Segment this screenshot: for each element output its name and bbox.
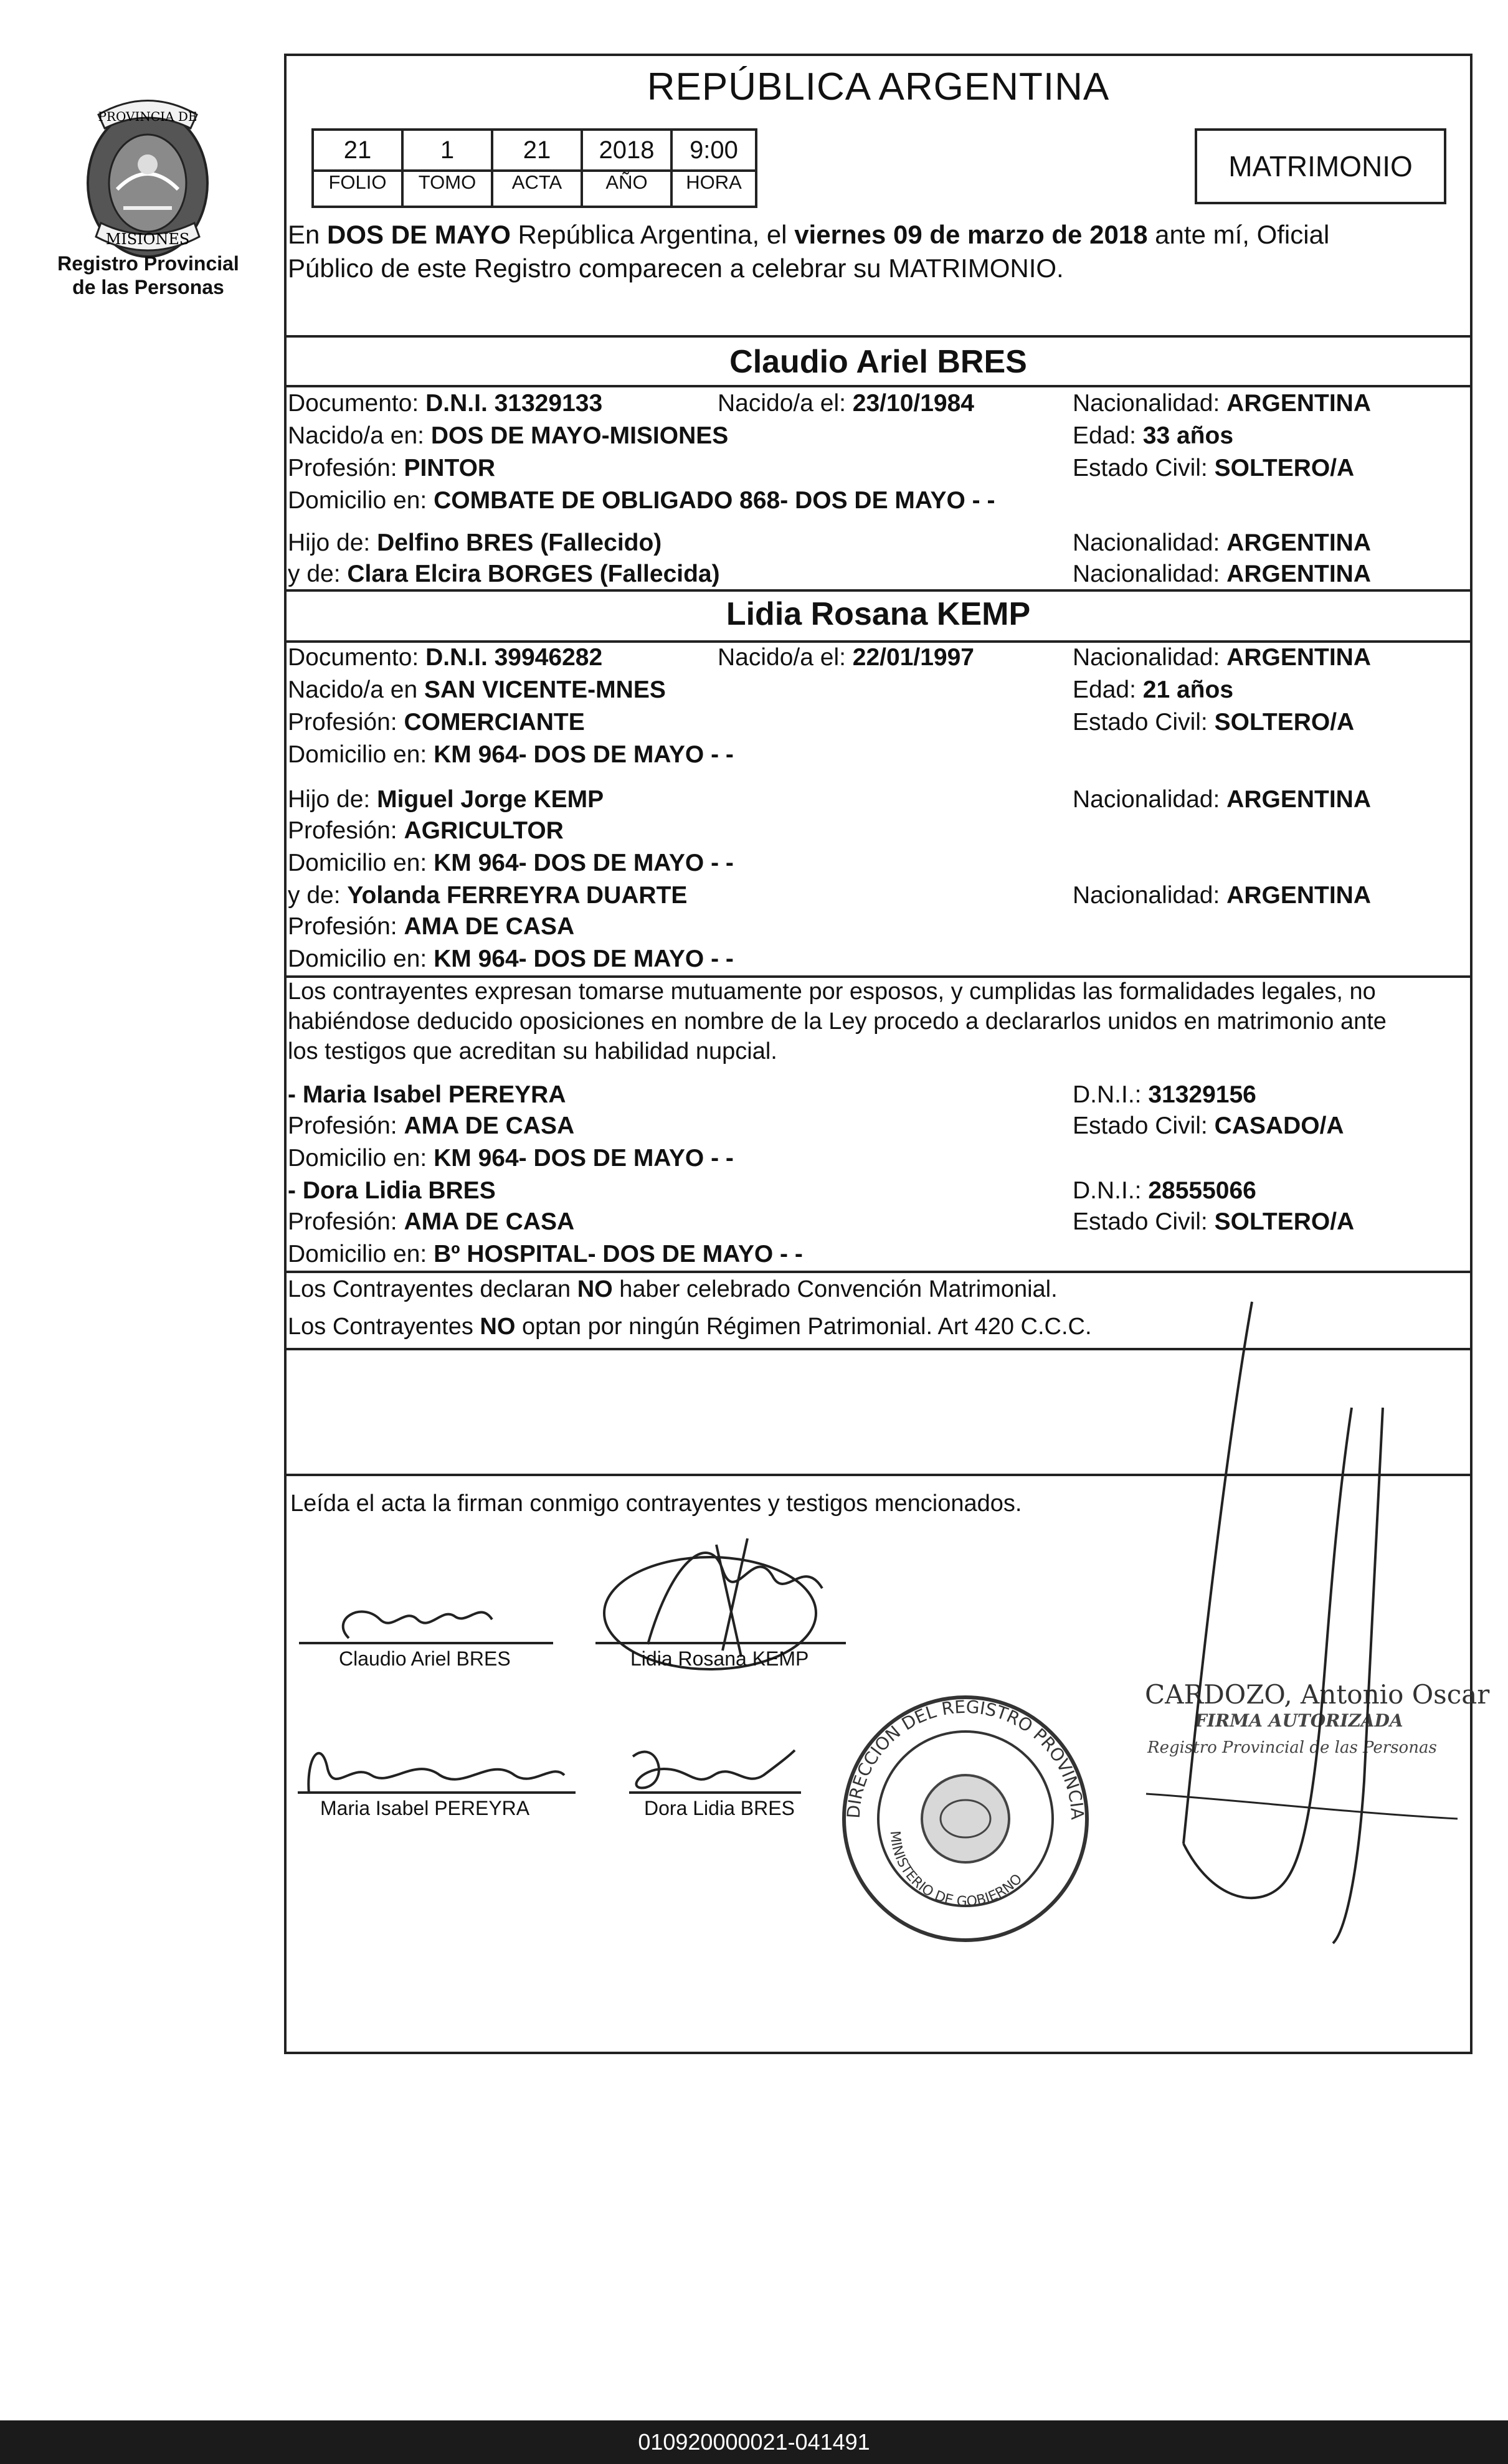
groom-name: Claudio Ariel BRES bbox=[729, 344, 1027, 380]
bride-documento-label: Documento: bbox=[288, 644, 426, 671]
bride-nacionalidad-value: ARGENTINA bbox=[1226, 644, 1372, 671]
declaration-line3: los testigos que acreditan su habilidad nupcial. bbox=[288, 1038, 777, 1064]
witness1-dni-label: D.N.I.: bbox=[1073, 1081, 1149, 1108]
bride-nacionalidad bbox=[1073, 643, 1371, 673]
witness2-profesion bbox=[288, 1207, 574, 1237]
groom-padre-nac-value: ARGENTINA bbox=[1226, 529, 1372, 556]
registry-name-line2: de las Personas bbox=[72, 276, 224, 298]
witness2-estado-label: Estado Civil: bbox=[1073, 1208, 1215, 1235]
bride-madre-value: Yolanda FERREYRA DUARTE bbox=[347, 882, 688, 909]
logo-top-text: PROVINCIA DE bbox=[98, 109, 197, 124]
seal-inner-text: MINISTERIO DE GOBIERNO bbox=[886, 1830, 1026, 1910]
groom-nacido-el-label: Nacido/a el: bbox=[718, 390, 853, 417]
witness1-estado bbox=[1073, 1111, 1344, 1141]
ref-acta bbox=[491, 128, 583, 208]
groom-estado-value: SOLTERO/A bbox=[1214, 455, 1355, 481]
intro-place: DOS DE MAYO bbox=[327, 220, 511, 249]
groom-padre bbox=[288, 528, 662, 558]
witness2-domicilio-value: Bº HOSPITAL- DOS DE MAYO - - bbox=[434, 1241, 803, 1268]
signature-name-dora: Dora Lidia BRES bbox=[644, 1797, 795, 1819]
convention-line2 bbox=[288, 1312, 1092, 1342]
groom-estado-label: Estado Civil: bbox=[1073, 455, 1215, 481]
groom-nacionalidad bbox=[1073, 389, 1371, 419]
bride-madre-nac-label: Nacionalidad: bbox=[1073, 882, 1227, 909]
bride-padre-profesion bbox=[288, 816, 564, 846]
groom-padre-value: Delfino BRES (Fallecido) bbox=[377, 529, 662, 556]
signature-maria bbox=[303, 1732, 571, 1800]
bride-nacido-en-value: SAN VICENTE-MNES bbox=[424, 676, 666, 703]
official-name: CARDOZO, Antonio Oscar bbox=[1145, 1679, 1490, 1710]
intro-p1: En bbox=[288, 220, 328, 249]
convention-l1b: NO bbox=[577, 1276, 613, 1302]
witness2-profesion-value: AMA DE CASA bbox=[404, 1208, 575, 1235]
bride-madre-profesion bbox=[288, 912, 574, 942]
official-title: FIRMA AUTORIZADA bbox=[1195, 1710, 1403, 1731]
groom-domicilio-label: Domicilio en: bbox=[288, 487, 434, 514]
bride-nacido-el-label: Nacido/a el: bbox=[718, 644, 853, 671]
bride-padre bbox=[288, 785, 604, 815]
witness1-estado-value: CASADO/A bbox=[1214, 1112, 1344, 1139]
bride-estado-label: Estado Civil: bbox=[1073, 709, 1215, 736]
groom-madre-value: Clara Elcira BORGES (Fallecida) bbox=[347, 561, 720, 587]
groom-padre-label: Hijo de: bbox=[288, 529, 377, 556]
witness2-dni-label: D.N.I.: bbox=[1073, 1177, 1149, 1204]
bride-nacido-el bbox=[718, 643, 974, 673]
country-title: REPÚBLICA ARGENTINA bbox=[647, 65, 1110, 108]
groom-madre-label: y de: bbox=[288, 561, 348, 587]
witness1-estado-label: Estado Civil: bbox=[1073, 1112, 1215, 1139]
bride-domicilio-value: KM 964- DOS DE MAYO - - bbox=[434, 741, 734, 768]
logo-bottom-text: MISIONES bbox=[105, 230, 190, 248]
bride-edad bbox=[1073, 675, 1233, 705]
document-code-bar: 010920000021-041491 bbox=[0, 2420, 1508, 2464]
groom-nacionalidad-value: ARGENTINA bbox=[1226, 390, 1372, 417]
official-seal bbox=[827, 1666, 1096, 1956]
bride-estado-value: SOLTERO/A bbox=[1214, 709, 1355, 736]
groom-domicilio-value: COMBATE DE OBLIGADO 868- DOS DE MAYO - - bbox=[434, 487, 995, 514]
bride-documento-value: D.N.I. 39946282 bbox=[425, 644, 603, 671]
intro-line2: Público de este Registro comparecen a celebrar su MATRIMONIO. bbox=[288, 254, 1064, 283]
witness2-profesion-label: Profesión: bbox=[288, 1208, 404, 1235]
ref-folio bbox=[311, 128, 404, 208]
convention-l2b: NO bbox=[480, 1314, 516, 1340]
witness1-profesion-value: AMA DE CASA bbox=[404, 1112, 575, 1139]
ref-hora bbox=[670, 128, 757, 208]
groom-madre-nac-label: Nacionalidad: bbox=[1073, 561, 1227, 587]
bride-nacido-el-value: 22/01/1997 bbox=[852, 644, 974, 671]
witness1-dni-value: 31329156 bbox=[1148, 1081, 1256, 1108]
ref-hora-label: HORA bbox=[673, 169, 755, 193]
bride-padre-label: Hijo de: bbox=[288, 786, 377, 813]
witness1-domicilio bbox=[288, 1144, 734, 1173]
bride-edad-value: 21 años bbox=[1142, 676, 1234, 703]
bride-nacido-en-label: Nacido/a en bbox=[288, 676, 424, 703]
bride-madre-prof-label: Profesión: bbox=[288, 913, 404, 940]
intro-date: viernes 09 de marzo de 2018 bbox=[794, 220, 1148, 249]
ref-anio-value: 2018 bbox=[599, 136, 655, 164]
official-signature bbox=[1084, 1283, 1433, 1956]
convention-l2a: Los Contrayentes bbox=[288, 1314, 480, 1340]
bride-domicilio-label: Domicilio en: bbox=[288, 741, 434, 768]
bride-estado bbox=[1073, 708, 1354, 737]
groom-profesion bbox=[288, 453, 495, 483]
ref-folio-label: FOLIO bbox=[314, 169, 401, 193]
ref-acta-value: 21 bbox=[523, 136, 551, 164]
groom-nacido-en bbox=[288, 421, 728, 451]
ref-anio-label: AÑO bbox=[583, 169, 670, 193]
bride-domicilio bbox=[288, 740, 734, 770]
bride-padre-prof-label: Profesión: bbox=[288, 817, 404, 844]
bride-madre-prof-value: AMA DE CASA bbox=[404, 913, 575, 940]
intro-p2: República Argentina, el bbox=[510, 220, 795, 249]
bride-madre-label: y de: bbox=[288, 882, 348, 909]
act-type-box: MATRIMONIO bbox=[1195, 128, 1446, 204]
witness2-name: - Dora Lidia BRES bbox=[288, 1177, 496, 1204]
bride-madre-dom-value: KM 964- DOS DE MAYO - - bbox=[434, 945, 734, 972]
witness1-name: - Maria Isabel PEREYRA bbox=[288, 1081, 566, 1108]
bride-profesion bbox=[288, 708, 585, 737]
declaration-line1: Los contrayentes expresan tomarse mutuamente por esposos, y cumplidas las formalidades legales, no bbox=[288, 978, 1376, 1005]
signature-name-lidia: Lidia Rosana KEMP bbox=[630, 1647, 809, 1670]
groom-madre-nacionalidad bbox=[1073, 559, 1371, 589]
witness1-domicilio-label: Domicilio en: bbox=[288, 1145, 434, 1172]
witness1-profesion-label: Profesión: bbox=[288, 1112, 404, 1139]
convention-l2c: optan por ningún Régimen Patrimonial. Art 420 C.C.C. bbox=[515, 1314, 1092, 1340]
groom-edad bbox=[1073, 421, 1233, 451]
groom-edad-value: 33 años bbox=[1142, 422, 1234, 449]
registry-name bbox=[37, 252, 259, 299]
groom-domicilio bbox=[288, 486, 995, 516]
signature-claudio bbox=[324, 1582, 511, 1651]
signature-name-claudio: Claudio Ariel BRES bbox=[339, 1647, 511, 1670]
bride-madre-nac-value: ARGENTINA bbox=[1226, 882, 1372, 909]
intro-line1 bbox=[288, 218, 1329, 252]
ref-hora-value: 9:00 bbox=[690, 136, 738, 164]
bride-padre-dom-value: KM 964- DOS DE MAYO - - bbox=[434, 850, 734, 876]
witness1-domicilio-value: KM 964- DOS DE MAYO - - bbox=[434, 1145, 734, 1172]
groom-madre-nac-value: ARGENTINA bbox=[1226, 561, 1372, 587]
bride-padre-nacionalidad bbox=[1073, 785, 1371, 815]
bride-nacido-en bbox=[288, 675, 666, 705]
convention-line1 bbox=[288, 1274, 1058, 1304]
witness1-dni bbox=[1073, 1080, 1256, 1110]
groom-nacido-el-value: 23/10/1984 bbox=[852, 390, 974, 417]
witness2-dni-value: 28555066 bbox=[1148, 1177, 1256, 1204]
intro-p3: ante mí, Oficial bbox=[1147, 220, 1330, 249]
bride-profesion-label: Profesión: bbox=[288, 709, 404, 736]
groom-profesion-value: PINTOR bbox=[404, 455, 496, 481]
groom-nacionalidad-label: Nacionalidad: bbox=[1073, 390, 1227, 417]
witness2-dni bbox=[1073, 1176, 1256, 1206]
groom-padre-nac-label: Nacionalidad: bbox=[1073, 529, 1227, 556]
witness1-profesion bbox=[288, 1111, 574, 1141]
witness2-estado bbox=[1073, 1207, 1354, 1237]
groom-nacido-en-value: DOS DE MAYO-MISIONES bbox=[430, 422, 729, 449]
ref-tomo bbox=[401, 128, 493, 208]
bride-padre-prof-value: AGRICULTOR bbox=[404, 817, 564, 844]
ref-tomo-label: TOMO bbox=[404, 169, 491, 193]
ref-folio-value: 21 bbox=[343, 136, 372, 164]
groom-documento-label: Documento: bbox=[288, 390, 426, 417]
bride-padre-value: Miguel Jorge KEMP bbox=[377, 786, 604, 813]
bride-padre-domicilio bbox=[288, 848, 734, 878]
convention-l1a: Los Contrayentes declaran bbox=[288, 1276, 577, 1302]
bride-documento bbox=[288, 643, 602, 673]
groom-nacido-en-label: Nacido/a en: bbox=[288, 422, 431, 449]
official-org: Registro Provincial de las Personas bbox=[1147, 1738, 1437, 1757]
witness2-domicilio bbox=[288, 1239, 803, 1269]
convention-l1c: haber celebrado Convención Matrimonial. bbox=[612, 1276, 1058, 1302]
bride-edad-label: Edad: bbox=[1073, 676, 1143, 703]
witness2-estado-value: SOLTERO/A bbox=[1214, 1208, 1355, 1235]
ref-acta-label: ACTA bbox=[493, 169, 581, 193]
closing-text: Leída el acta la firman conmigo contrayentes y testigos mencionados. bbox=[290, 1490, 1022, 1517]
bride-madre-nacionalidad bbox=[1073, 881, 1371, 911]
groom-madre bbox=[288, 559, 720, 589]
bride-nacionalidad-label: Nacionalidad: bbox=[1073, 644, 1227, 671]
bride-name: Lidia Rosana KEMP bbox=[726, 596, 1031, 632]
groom-edad-label: Edad: bbox=[1073, 422, 1143, 449]
bride-profesion-value: COMERCIANTE bbox=[404, 709, 585, 736]
groom-estado bbox=[1073, 453, 1354, 483]
witness2-domicilio-label: Domicilio en: bbox=[288, 1241, 434, 1268]
ref-tomo-value: 1 bbox=[440, 136, 455, 164]
declaration-line2: habiéndose deducido oposiciones en nombre de la Ley procedo a declararlos unidos en matrimonio ante bbox=[288, 1008, 1387, 1035]
bride-padre-nac-label: Nacionalidad: bbox=[1073, 786, 1227, 813]
groom-nacido-el bbox=[718, 389, 974, 419]
seal-ring-text: DIRECCIÓN DEL REGISTRO PROVINCIAL DE LAS PERSONAS bbox=[827, 1666, 1088, 1821]
signature-name-maria: Maria Isabel PEREYRA bbox=[320, 1797, 530, 1819]
signature-dora bbox=[620, 1732, 807, 1800]
groom-profesion-label: Profesión: bbox=[288, 455, 404, 481]
bride-madre-domicilio bbox=[288, 944, 734, 974]
bride-padre-dom-label: Domicilio en: bbox=[288, 850, 434, 876]
groom-padre-nacionalidad bbox=[1073, 528, 1371, 558]
bride-padre-nac-value: ARGENTINA bbox=[1226, 786, 1372, 813]
bride-madre bbox=[288, 881, 687, 911]
ref-anio bbox=[581, 128, 673, 208]
groom-documento-value: D.N.I. 31329133 bbox=[425, 390, 603, 417]
registry-name-line1: Registro Provincial bbox=[57, 252, 239, 275]
bride-madre-dom-label: Domicilio en: bbox=[288, 945, 434, 972]
groom-documento bbox=[288, 389, 602, 419]
province-logo bbox=[74, 90, 222, 268]
